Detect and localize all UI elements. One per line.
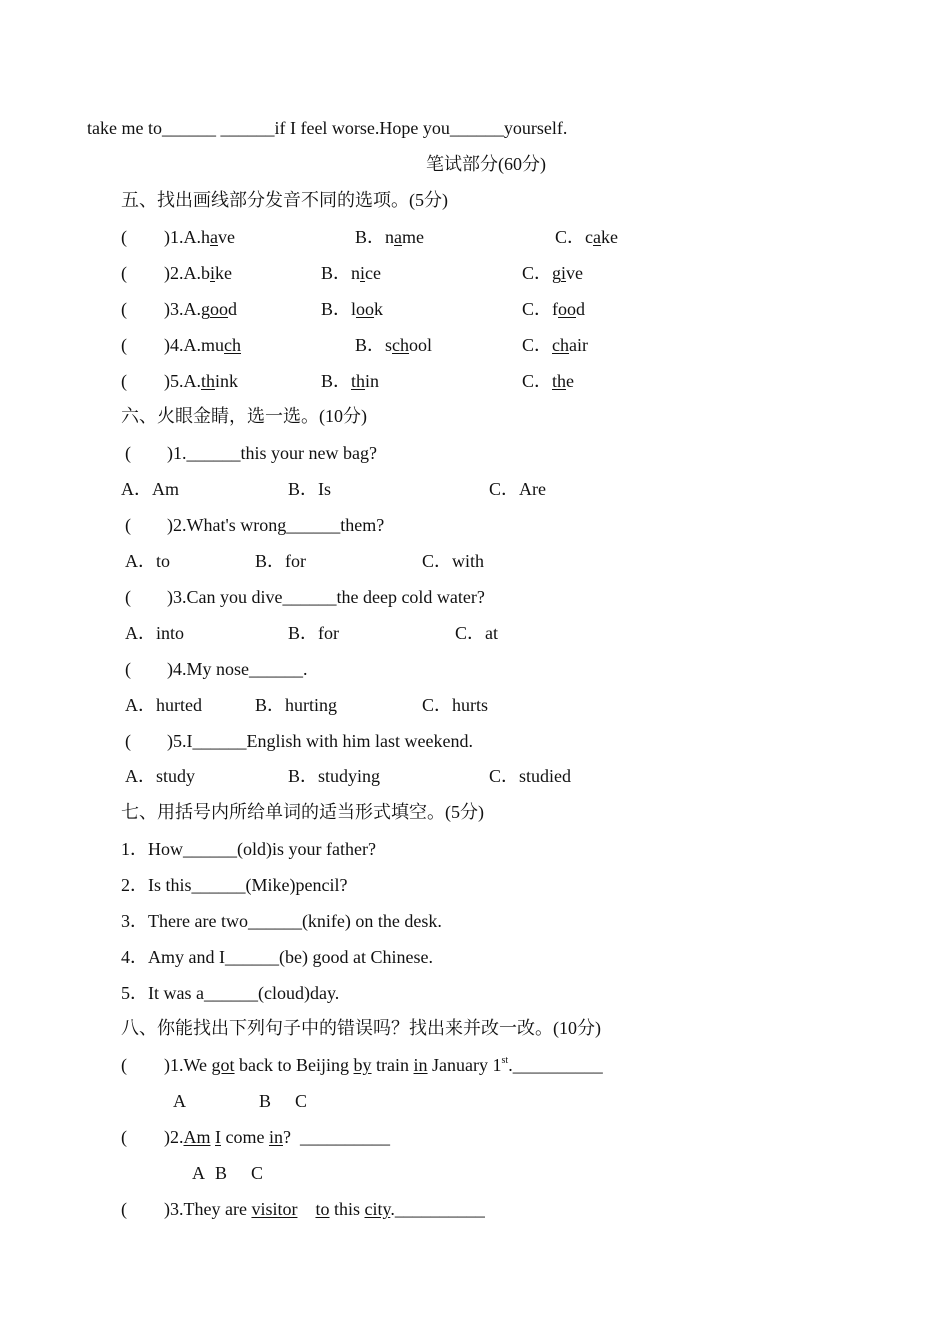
s6-option-a: A．into	[125, 623, 185, 643]
option-c: C．chair	[522, 335, 588, 355]
s6-option-c: C．Are	[489, 479, 546, 499]
answer-paren: (	[121, 371, 127, 391]
s6-option-b: B．hurting	[255, 695, 338, 715]
sentence: )2.Am I come in? __________	[164, 1127, 390, 1147]
s6-option-c: C．at	[455, 623, 498, 643]
written-part-title: 笔试部分(60分)	[426, 154, 546, 174]
s6-question-4: ( )4.My nose______.	[125, 659, 308, 679]
label-b: B	[215, 1163, 228, 1183]
s7-item-5: 5．It was a______(cloud)day.	[121, 983, 340, 1003]
option-a: )2.A.bike	[164, 263, 233, 283]
s6-option-a: A．to	[125, 551, 170, 571]
answer-paren: (	[121, 1055, 127, 1075]
label-b: B	[259, 1091, 272, 1111]
label-c: C	[295, 1091, 308, 1111]
option-b: B．look	[321, 299, 384, 319]
option-a: )4.A.much	[164, 335, 242, 355]
s6-option-b: B．studying	[288, 766, 381, 786]
section-7-heading: 七、用括号内所给单词的适当形式填空。(5分)	[121, 802, 484, 822]
option-b: B．thin	[321, 371, 380, 391]
answer-paren: (	[121, 335, 127, 355]
s6-option-c: C．with	[422, 551, 485, 571]
s6-option-a: A．study	[125, 766, 196, 786]
s7-item-3: 3．There are two______(knife) on the desk.	[121, 911, 442, 931]
option-c: C．the	[522, 371, 575, 391]
answer-paren: (	[121, 299, 127, 319]
s7-item-1: 1．How______(old)is your father?	[121, 839, 376, 859]
answer-paren: (	[121, 1199, 127, 1219]
section-6-heading: 六、火眼金睛，选一选。(10分)	[121, 406, 367, 426]
option-b: B．school	[355, 335, 433, 355]
option-c: C．food	[522, 299, 585, 319]
section-8-heading: 八、你能找出下列句子中的错误吗？找出来并改一改。(10分)	[121, 1018, 601, 1038]
s6-option-b: B．for	[288, 623, 339, 643]
option-b: B．nice	[321, 263, 382, 283]
s7-item-4: 4．Amy and I______(be) good at Chinese.	[121, 947, 433, 967]
answer-paren: (	[121, 1127, 127, 1147]
top-line: take me to______ ______if I feel worse.Hope you______yourself.	[87, 118, 568, 138]
sentence: )3.They are visitor to this city.__________	[164, 1199, 485, 1219]
s6-question-3: ( )3.Can you dive______the deep cold water?	[125, 587, 485, 607]
option-a: )3.A.good	[164, 299, 237, 319]
label-c: C	[251, 1163, 264, 1183]
label-a: A	[173, 1091, 186, 1111]
option-c: C．give	[522, 263, 584, 283]
option-a: )1.A.have	[164, 227, 235, 247]
s7-item-2: 2．Is this______(Mike)pencil?	[121, 875, 348, 895]
label-a: A	[192, 1163, 205, 1183]
option-b: B．name	[355, 227, 425, 247]
sentence: )1.We got back to Beijing by train in January 1st.__________	[164, 1055, 603, 1075]
s6-question-1: ( )1.______this your new bag?	[125, 443, 377, 463]
s6-question-5: ( )5.I______English with him last weekend.	[125, 731, 473, 751]
s6-question-2: ( )2.What's wrong______them?	[125, 515, 385, 535]
section-5-heading: 五、找出画线部分发音不同的选项。(5分)	[121, 190, 448, 210]
answer-paren: (	[121, 227, 127, 247]
s6-option-a: A．hurted	[125, 695, 202, 715]
answer-paren: (	[121, 263, 127, 283]
s6-option-a: A．Am	[121, 479, 179, 499]
option-c: C．cake	[555, 227, 618, 247]
option-a: )5.A.think	[164, 371, 239, 391]
s6-option-c: C．hurts	[422, 695, 489, 715]
s6-option-b: B．Is	[288, 479, 332, 499]
s6-option-b: B．for	[255, 551, 306, 571]
s6-option-c: C．studied	[489, 766, 572, 786]
